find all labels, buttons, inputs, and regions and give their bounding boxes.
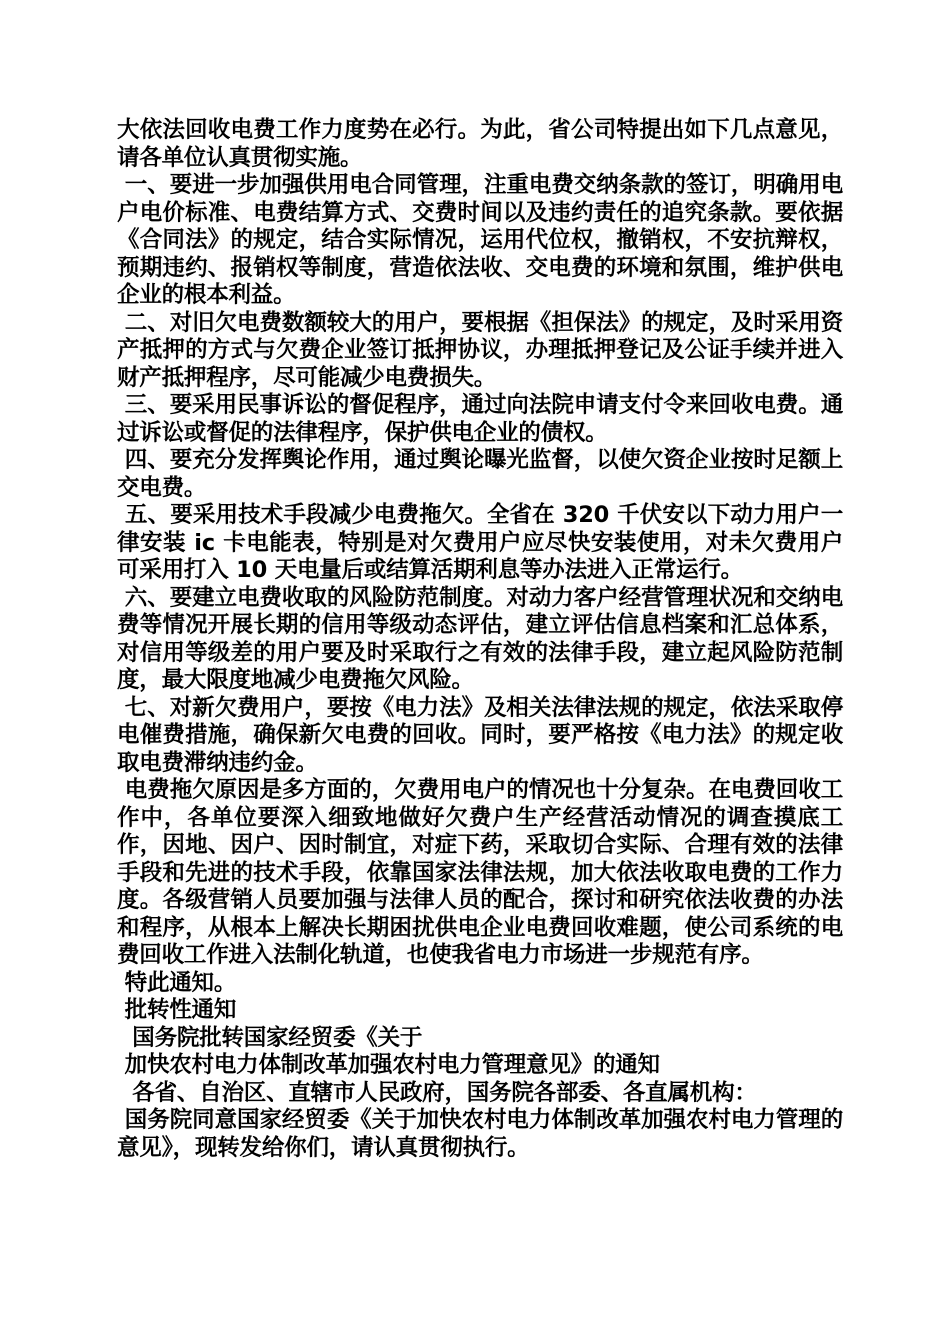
paragraph-item-7: 七、对新欠费用户，要按《电力法》及相关法律法规的规定，依法采取停电催费措施，确保新欠电费的回收。同时，要严格按《电力法》的规定收取电费滞纳违约金。 (117, 694, 843, 776)
paragraph-summary: 电费拖欠原因是多方面的，欠费用电户的情况也十分复杂。在电费回收工作中，各单位要深入细致地做好欠费户生产经营活动情况的调查摸底工作，因地、因户、因时制宜，对症下药，采取切合实际、合理有效的法律手段和先进的技术手段，依靠国家法律法规，加大依法收取电费的工作力度。各级营销人员要加强与法律人员的配合，探讨和研究依法收费的办法和程序，从根本上解决长期困扰供电企业电费回收难题，使公司系统的电费回收工作进入法制化轨道，也使我省电力市场进一步规范有序。 (117, 777, 843, 968)
notice-body: 国务院同意国家经贸委《关于加快农村电力体制改革加强农村电力管理的意见》，现转发给你们，请认真贯彻执行。 (117, 1107, 843, 1161)
paragraph-item-6: 六、要建立电费收取的风险防范制度。对动力客户经营管理状况和交纳电费等情况开展长期的信用等级动态评估，建立评估信息档案和汇总体系，对信用等级差的用户要及时采取行之有效的法律手段，建立起风险防范制度，最大限度地减少电费拖欠风险。 (117, 584, 843, 693)
notice-title-line-2: 加快农村电力体制改革加强农村电力管理意见》的通知 (117, 1052, 660, 1078)
paragraph-item-2: 二、对旧欠电费数额较大的用户，要根据《担保法》的规定，及时采用资产抵押的方式与欠费企业签订抵押协议，办理抵押登记及公证手续并进入财产抵押程序，尽可能减少电费损失。 (117, 309, 843, 391)
notice-addressee: 各省、自治区、直辖市人民政府，国务院各部委、各直属机构： (117, 1079, 757, 1106)
document-body (117, 117, 843, 1162)
paragraph-item-5: 五、要采用技术手段减少电费拖欠。全省在 320 千伏安以下动力用户一律安装 ic 卡电能表，特别是对欠费用户应尽快安装使用，对未欠费用户可采用打入 10 天电量后或结算活期利息等办法进入正常运行。 (117, 502, 843, 583)
paragraph-item-4: 四、要充分发挥舆论作用，通过舆论曝光监督，以使欠资企业按时足额上交电费。 (117, 447, 843, 501)
notice-title-line-1: 国务院批转国家经贸委《关于 (117, 1024, 423, 1051)
section-heading: 批转性通知 (117, 997, 237, 1023)
paragraph-closing: 特此通知。 (117, 969, 237, 996)
paragraph-item-1: 一、要进一步加强供用电合同管理，注重电费交纳条款的签订，明确用电户电价标准、电费结算方式、交费时间以及违约责任的追究条款。要依据《合同法》的规定，结合实际情况，运用代位权，撤销权，不安抗辩权，预期违约、报销权等制度，营造依法收、交电费的环境和氛围，维护供电企业的根本利益。 (117, 172, 843, 308)
paragraph-intro: 大依法回收电费工作力度势在必行。为此，省公司特提出如下几点意见，请各单位认真贯彻实施。 (117, 117, 843, 171)
paragraph-item-3: 三、要采用民事诉讼的督促程序，通过向法院申请支付令来回收电费。通过诉讼或督促的法律程序，保护供电企业的债权。 (117, 392, 843, 446)
